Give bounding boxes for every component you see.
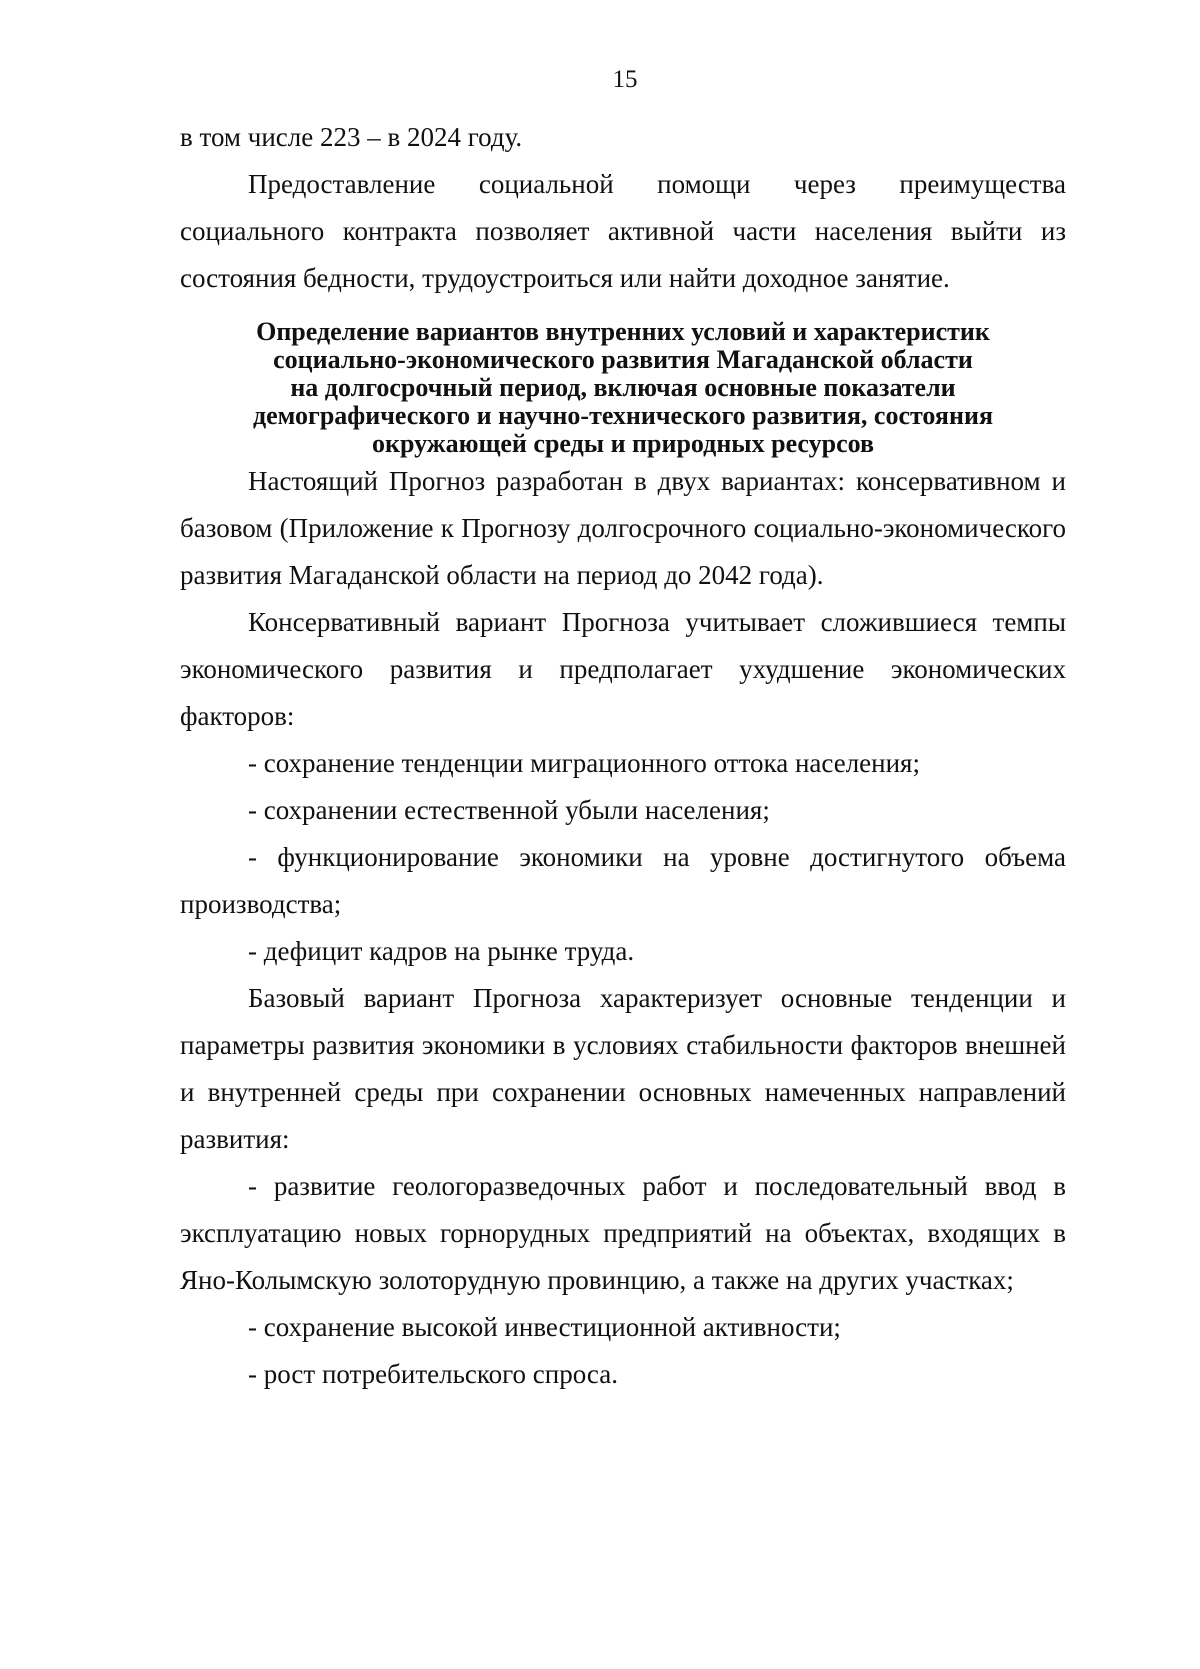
list-item: - рост потребительского спроса. [248,1359,618,1389]
list-item: - дефицит кадров на рынке труда. [248,936,635,966]
paragraph-variants: Настоящий Прогноз разработан в двух вариантах: консервативном и базовом (Приложение к Прогнозу долгосрочного социально-экономического развития Магаданской области на период до 2042 года). [180,466,1066,590]
heading-line: окружающей среды и природных ресурсов [371,429,875,458]
heading-line: социально-экономического развития Магаданской области [273,345,973,374]
heading-line: Определение вариантов внутренних условий и характеристик [256,317,990,346]
list-item: - развитие геологоразведочных работ и последовательный ввод в эксплуатацию новых горнорудных предприятий на объектах, входящих в Яно-Колымскую золоторудную провинцию, а также на других участках; [180,1171,1066,1295]
paragraph-social-contract: Предоставление социальной помощи через преимущества социального контракта позволяет активной части населения выйти из состояния бедности, трудоустроиться или найти доходное занятие. [180,169,1066,293]
heading-line: на долгосрочный период, включая основные показатели [290,373,956,402]
list-item: - сохранение тенденции миграционного оттока населения; [248,748,920,778]
list-item: - функционирование экономики на уровне достигнутого объема производства; [180,842,1066,919]
paragraph-conservative: Консервативный вариант Прогноза учитывает сложившиеся темпы экономического развития и предполагает ухудшение экономических факторов: [180,607,1066,731]
paragraph-continuation: в том числе 223 – в 2024 году. [180,122,523,152]
paragraph-base: Базовый вариант Прогноза характеризует основные тенденции и параметры развития экономики в условиях стабильности факторов внешней и внутренней среды при сохранении основных намеченных направлений развития: [180,983,1066,1154]
list-item: - сохранении естественной убыли населения; [248,795,770,825]
intro-text [180,114,1066,302]
list-item: - сохранение высокой инвестиционной активности; [248,1312,841,1342]
section-heading [180,318,1066,458]
body-text [180,458,1066,1398]
page-number: 15 [612,66,638,93]
heading-line: демографического и научно-технического развития, состояния [252,401,994,430]
